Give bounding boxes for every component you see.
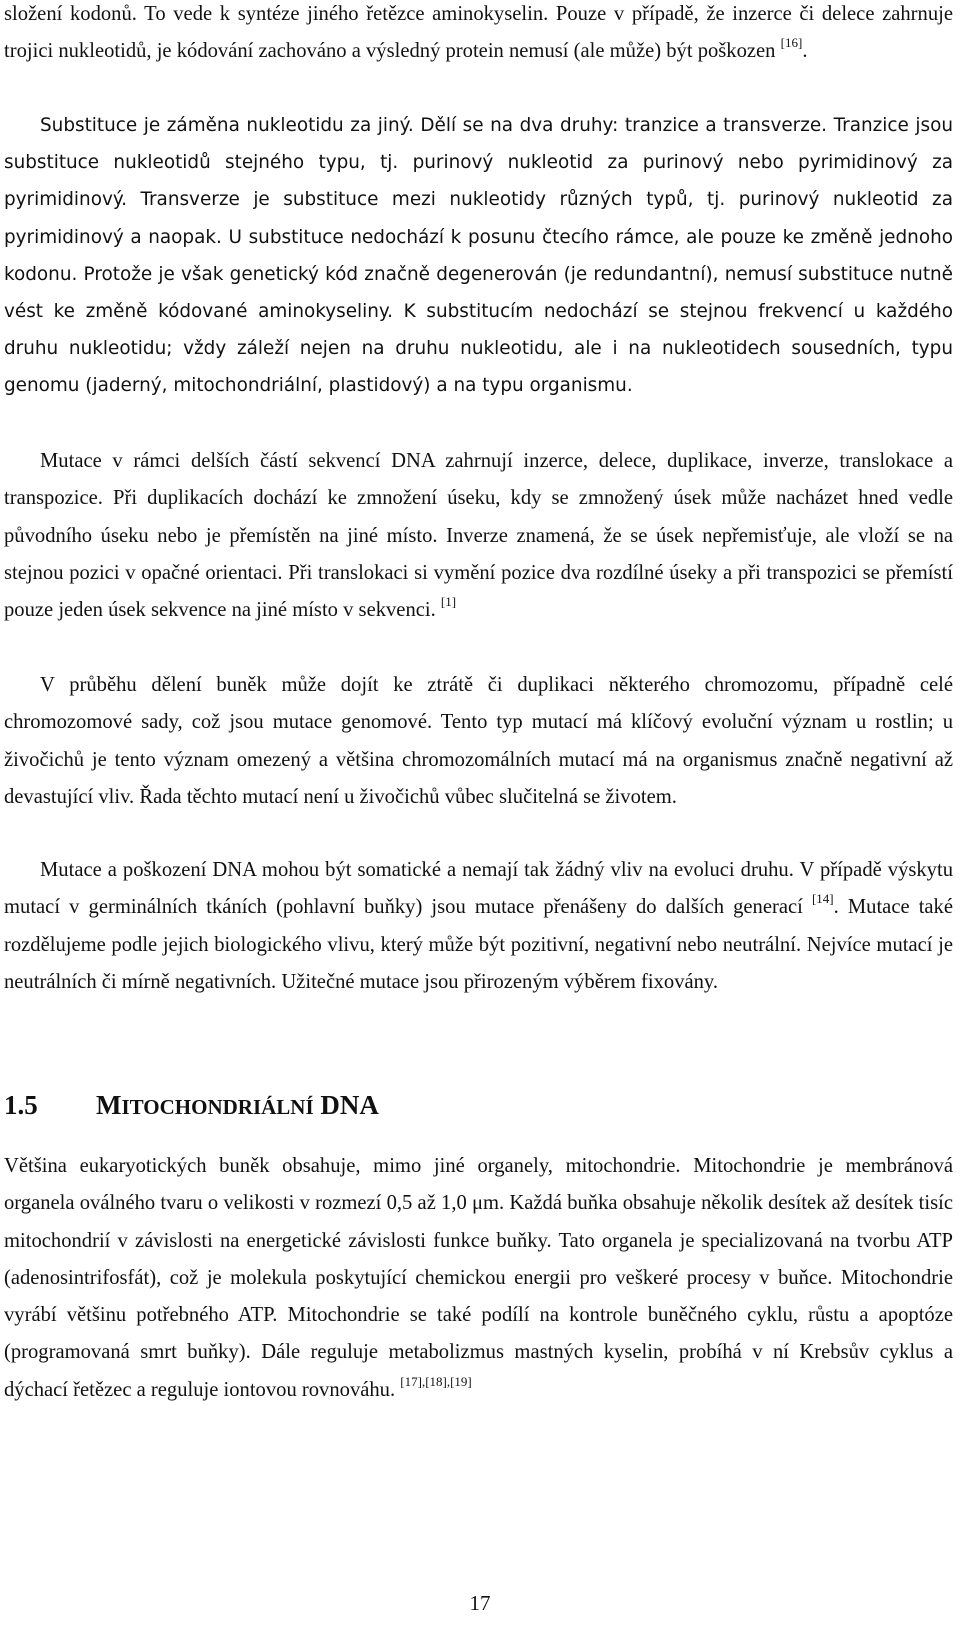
paragraph-text: V průběhu dělení buněk může dojít ke ztrátě či duplikaci některého chromozomu, případně celé chromozomové sady, což jsou mutace genomové. Tento typ mutací má klíčový evoluční význam u rostlin; u živočichů je tento význam omezený a většina chromozomálních mutací má na organismus značně negativní až devastující vliv. Řada těchto mutací není u živočichů vůbec slučitelná se životem. [4, 674, 953, 808]
paragraph-substitution [4, 107, 953, 405]
citation-ref: [16] [780, 35, 803, 51]
paragraph-somatic-germinal [4, 852, 953, 1001]
section-heading [4, 1088, 379, 1124]
paragraph-text: Mutace v rámci delších částí sekvencí DNA zahrnují inzerce, delece, duplikace, inverze, translokace a transpozice. Při duplikacích dochází ke zmnožení úseku, kdy se zmnožený úsek může nacházet hned vedle původního úseku nebo je přemístěn na jiné místo. Inverze znamená, že se úsek nepřemisťuje, ale vloží se na stejnou pozici v opačné orientaci. Při translokaci si vymění pozice dva rozdílné úseky a při transpozici se přemístí pouze jeden úsek sekvence na jiné místo v sekvenci. [4, 450, 953, 622]
paragraph-text: složení kodonů. To vede k syntéze jiného řetězce aminokyselin. Pouze v případě, že inzerce či delece zahrnuje trojici nukleotidů, je kódování zachováno a výsledný protein nemusí (ale může) být poškozen [4, 3, 953, 63]
citation-ref: [17],[18],[19] [400, 1373, 472, 1389]
paragraph-text-end: . [802, 40, 808, 63]
paragraph-text: Většina eukaryotických buněk obsahuje, mimo jiné organely, mitochondrie. Mitochondrie je membránová organela oválného tvaru o velikosti v rozmezí 0,5 až 1,0 μm. Každá buňka obsahuje několik desítek až desítek tisíc mitochondrií v závislosti na energetické závislosti funkce buňky. Tato organela je specializovaná na tvorbu ATP (adenosintrifosfát), což je molekula poskytující chemickou energii pro veškeré procesy v buňce. Mitochondrie vyrábí většinu potřebného ATP. Mitochondrie se také podílí na kontrole buněčného cyklu, růstu a apoptóze (programovaná smrt buňky). Dále reguluje metabolizmus mastných kyselin, probíhá v ní Krebsův cyklus a dýchací řetězec a reguluje iontovou rovnováhu. [4, 1155, 953, 1401]
citation-ref: [1] [440, 594, 457, 610]
section-number: 1.5 [4, 1090, 38, 1120]
paragraph-mitochondria [4, 1148, 953, 1409]
paragraph-long-mutations [4, 443, 953, 629]
heading-cap: M [96, 1090, 122, 1120]
heading-dna: DNA [320, 1090, 379, 1120]
paragraph-genome-mutations [4, 667, 953, 816]
paragraph-insertion-deletion [4, 0, 953, 71]
paragraph-text: Mutace a poškození DNA mohou být somatické a nemají tak žádný vliv na evoluci druhu. V případě výskytu mutací v germinálních tkáních (pohlavní buňky) jsou mutace přenášeny do dalších generací [4, 859, 953, 919]
heading-rest: ITOCHONDRIÁLNÍ [121, 1095, 314, 1119]
citation-ref: [14] [811, 891, 834, 907]
page-number: 17 [469, 1591, 491, 1615]
paragraph-text: Substituce je záměna nukleotidu za jiný. Dělí se na dva druhy: tranzice a transverze. Tranzice jsou substituce nukleotidů stejného typu, tj. purinový nukleotid za purinový nebo pyrimidinový za pyrimidinový. Transverze je substituce mezi nukleotidy různých typů, tj. purinový nukleotid za pyrimidinový a naopak. U substituce nedochází k posunu čtecího rámce, ale pouze ke změně jednoho kodonu. Protože je však genetický kód značně degenerován (je redundantní), nemusí substituce nutně vést ke změně kódované aminokyseliny. K substitucím nedochází se stejnou frekvencí u každého druhu nukleotidu; vždy záleží nejen na druhu nukleotidu, ale i na nukleotidech sousedních, typu genomu (jaderný, mitochondriální, plastidový) a na typu organismu. [4, 115, 953, 397]
paragraph-text-end: . Mutace také rozdělujeme podle jejich biologického vlivu, který může být pozitivní, negativní nebo neutrální. Nejvíce mutací je neutrálních či mírně negativních. Užitečné mutace jsou přirozeným výběrem fixovány. [4, 896, 953, 993]
